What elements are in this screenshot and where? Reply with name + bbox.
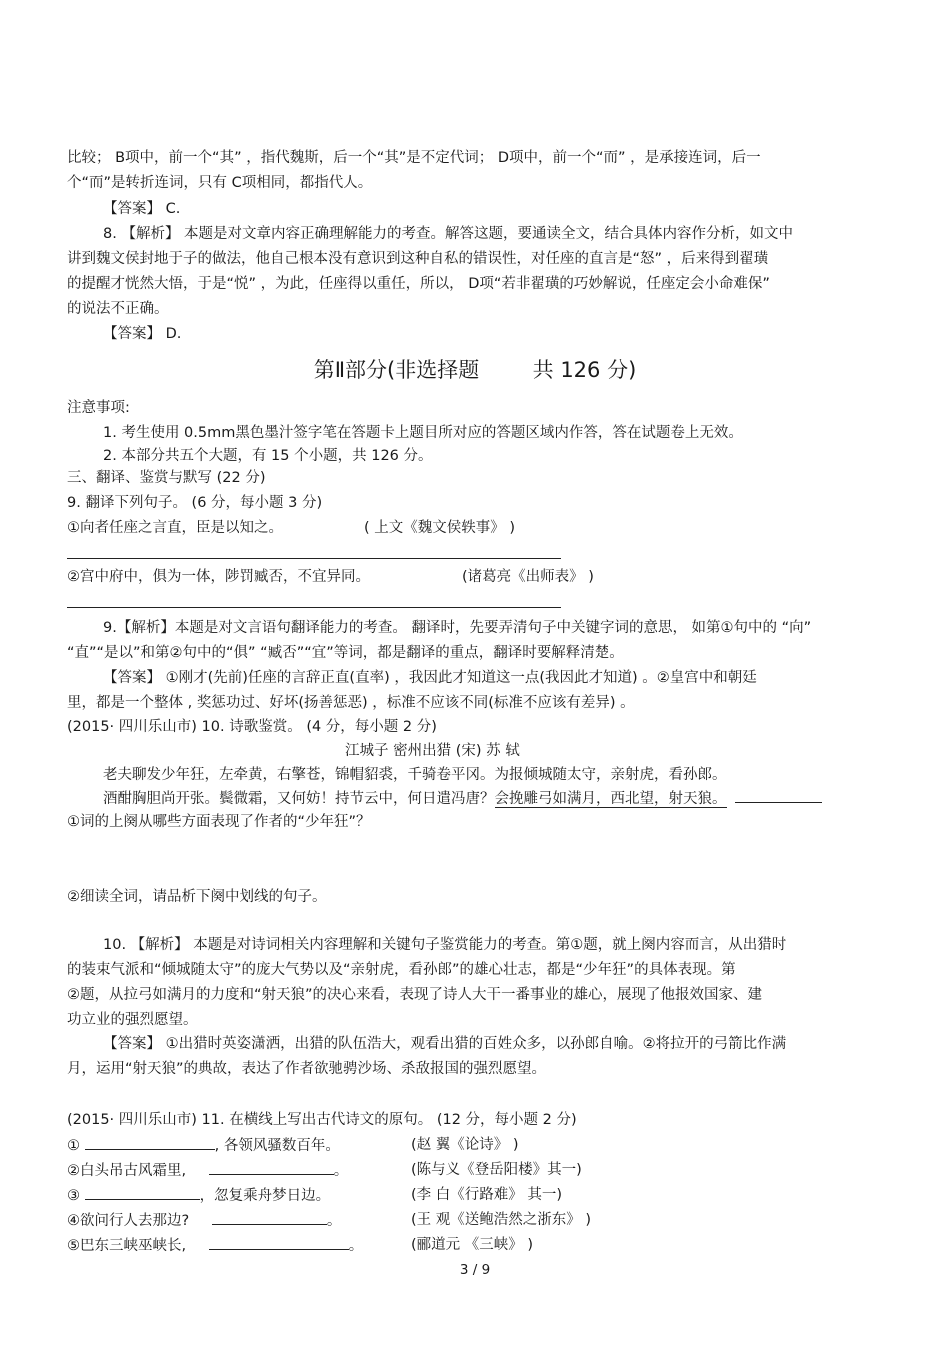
text-line: 的提醒才恍然大悟，于是“悦” ，为此，任座得以重任，所以， D项“若非翟璜的巧妙解说，任座定会小命难保”: [67, 276, 770, 292]
fill-blank: [212, 1210, 327, 1225]
fill-item-5-source: (郦道元 《三峡》 ): [411, 1237, 534, 1253]
question-11: (2015· 四川乐山市) 11. 在横线上写出古代诗文的原句。 (12 分，每小题 2 分): [67, 1112, 577, 1128]
text-line: 里，都是一个整体 , 奖惩功过、好坏(扬善惩恶) ，标准不应该不同(标准不应该有差异) 。: [67, 695, 635, 711]
answer-8: 【答案】 D.: [103, 326, 182, 342]
fill-blank: [209, 1235, 349, 1250]
answer-line: [67, 607, 561, 608]
notice-item-2: 2. 本部分共五个大题，有 15 个小题，共 126 分。: [103, 448, 433, 464]
fill-item-4: ④欲问行人去那边? 。: [67, 1210, 341, 1231]
text-line: “直”“是以”和第②句中的“俱” “臧否”“宜”等词，都是翻译的重点，翻译时要解释清楚。: [67, 645, 624, 661]
question-9: 9. 翻译下列句子。 (6 分，每小题 3 分): [67, 495, 323, 511]
poem-line: 老夫聊发少年狂，左牵黄，右擎苍，锦帽貂裘，千骑卷平冈。为报倾城随太守，亲射虎，看孙郎。: [103, 767, 727, 783]
fill-item-3-source: (李 白《行路难》 其一): [411, 1187, 563, 1203]
text-line: 的装束气派和“倾城随太守”的庞大气势以及“亲射虎，看孙郎”的雄心壮志，都是“少年狂”的具体表现。第: [67, 962, 736, 978]
question-10-2: ②细读全词，请品析下阕中划线的句子。: [67, 889, 327, 905]
poem-title: 江城子 密州出猎 (宋) 苏 轼: [345, 743, 520, 759]
fill-blank: [85, 1135, 215, 1150]
underline-extension: [735, 802, 822, 803]
analysis-9: 9.【解析】本题是对文言语句翻译能力的考查。 翻译时，先要弄清句子中关键字词的意思， 如第①句中的 “向”: [103, 620, 812, 636]
fill-item-5: ⑤巴东三峡巫峡长, 。: [67, 1235, 363, 1256]
question-9-2: ②宫中府中，俱为一体，陟罚臧否，不宜异同。: [67, 569, 370, 585]
text-line: ②题，从拉弓如满月的力度和“射天狼”的决心来看，表现了诗人大干一番事业的雄心，展现了他报效国家、建: [67, 987, 763, 1003]
fill-blank: [85, 1185, 200, 1200]
text-line: 讲到魏文侯封地于子的做法，他自己根本没有意识到这种自私的错误性，对任座的直言是“怒” ，后来得到翟璜: [67, 251, 769, 267]
text-line: 比较； B项中，前一个“其” ，指代魏斯，后一个“其”是不定代词； D项中，前一个“而” ，是承接连词，后一: [67, 150, 761, 166]
text-line: 个“而”是转折连词，只有 C项相同，都指代人。: [67, 175, 373, 191]
page-number: 3 / 9: [459, 1262, 491, 1278]
fill-blank: [209, 1160, 334, 1175]
analysis-10: 10. 【解析】 本题是对诗词相关内容理解和关键句子鉴赏能力的考查。第①题，就上阕内容而言，从出猎时: [103, 937, 787, 953]
poem-line: [103, 789, 727, 809]
section-title: 第Ⅱ部分(非选择题 共 126 分): [313, 358, 637, 382]
answer-10: 【答案】 ①出猎时英姿潇洒，出猎的队伍浩大，观看出猎的百姓众多，以孙郎自喻。②将拉开的弓箭比作满: [103, 1036, 787, 1052]
question-10: (2015· 四川乐山市) 10. 诗歌鉴赏。 (4 分，每小题 2 分): [67, 719, 437, 735]
section-3-heading: 三、翻译、鉴赏与默写 (22 分): [67, 470, 266, 486]
question-9-1-source: ( 上文《魏文侯轶事》 ): [364, 520, 516, 536]
question-9-2-source: (诸葛亮《出师表》 ): [462, 569, 594, 585]
text-line: 功立业的强烈愿望。: [67, 1012, 198, 1028]
fill-item-3: ③ ，忽复乘舟梦日边。: [67, 1185, 330, 1206]
analysis-8: 8. 【解析】 本题是对文章内容正确理解能力的考查。解答这题，要通读全文，结合具体内容作分析，如文中: [103, 226, 794, 242]
fill-item-1-source: (赵 翼《论诗》 ): [411, 1137, 519, 1153]
notice-heading: 注意事项:: [67, 400, 130, 416]
poem-text: 酒酣胸胆尚开张。鬓微霜，又何妨！持节云中，何日遣冯唐？: [103, 791, 495, 807]
answer-line: [67, 558, 561, 559]
notice-item-1: 1. 考生使用 0.5mm黑色墨汁签字笔在答题卡上题目所对应的答题区域内作答，答在试题卷上无效。: [103, 425, 743, 441]
answer-9: 【答案】 ①刚才(先前)任座的言辞正直(直率) ，我因此才知道这一点(我因此才知道) 。②皇宫中和朝廷: [103, 670, 757, 686]
fill-item-4-source: (王 观《送鲍浩然之浙东》 ): [411, 1212, 592, 1228]
text-line: 的说法不正确。: [67, 301, 169, 317]
underlined-poem-text: 会挽雕弓如满月，西北望，射天狼。: [494, 791, 727, 807]
text-line: 月，运用“射天狼”的典故，表达了作者欲驰骋沙场、杀敌报国的强烈愿望。: [67, 1061, 547, 1077]
fill-item-1: ① , 各领风骚数百年。: [67, 1135, 340, 1156]
question-9-1: ①向者任座之言直，臣是以知之。: [67, 520, 283, 536]
fill-item-2: ②白头吊古风霜里, 。: [67, 1160, 348, 1181]
fill-item-2-source: (陈与义《登岳阳楼》其一): [411, 1162, 582, 1178]
answer-7: 【答案】 C.: [103, 201, 181, 217]
question-10-1: ①词的上阕从哪些方面表现了作者的“少年狂”？: [67, 814, 371, 830]
